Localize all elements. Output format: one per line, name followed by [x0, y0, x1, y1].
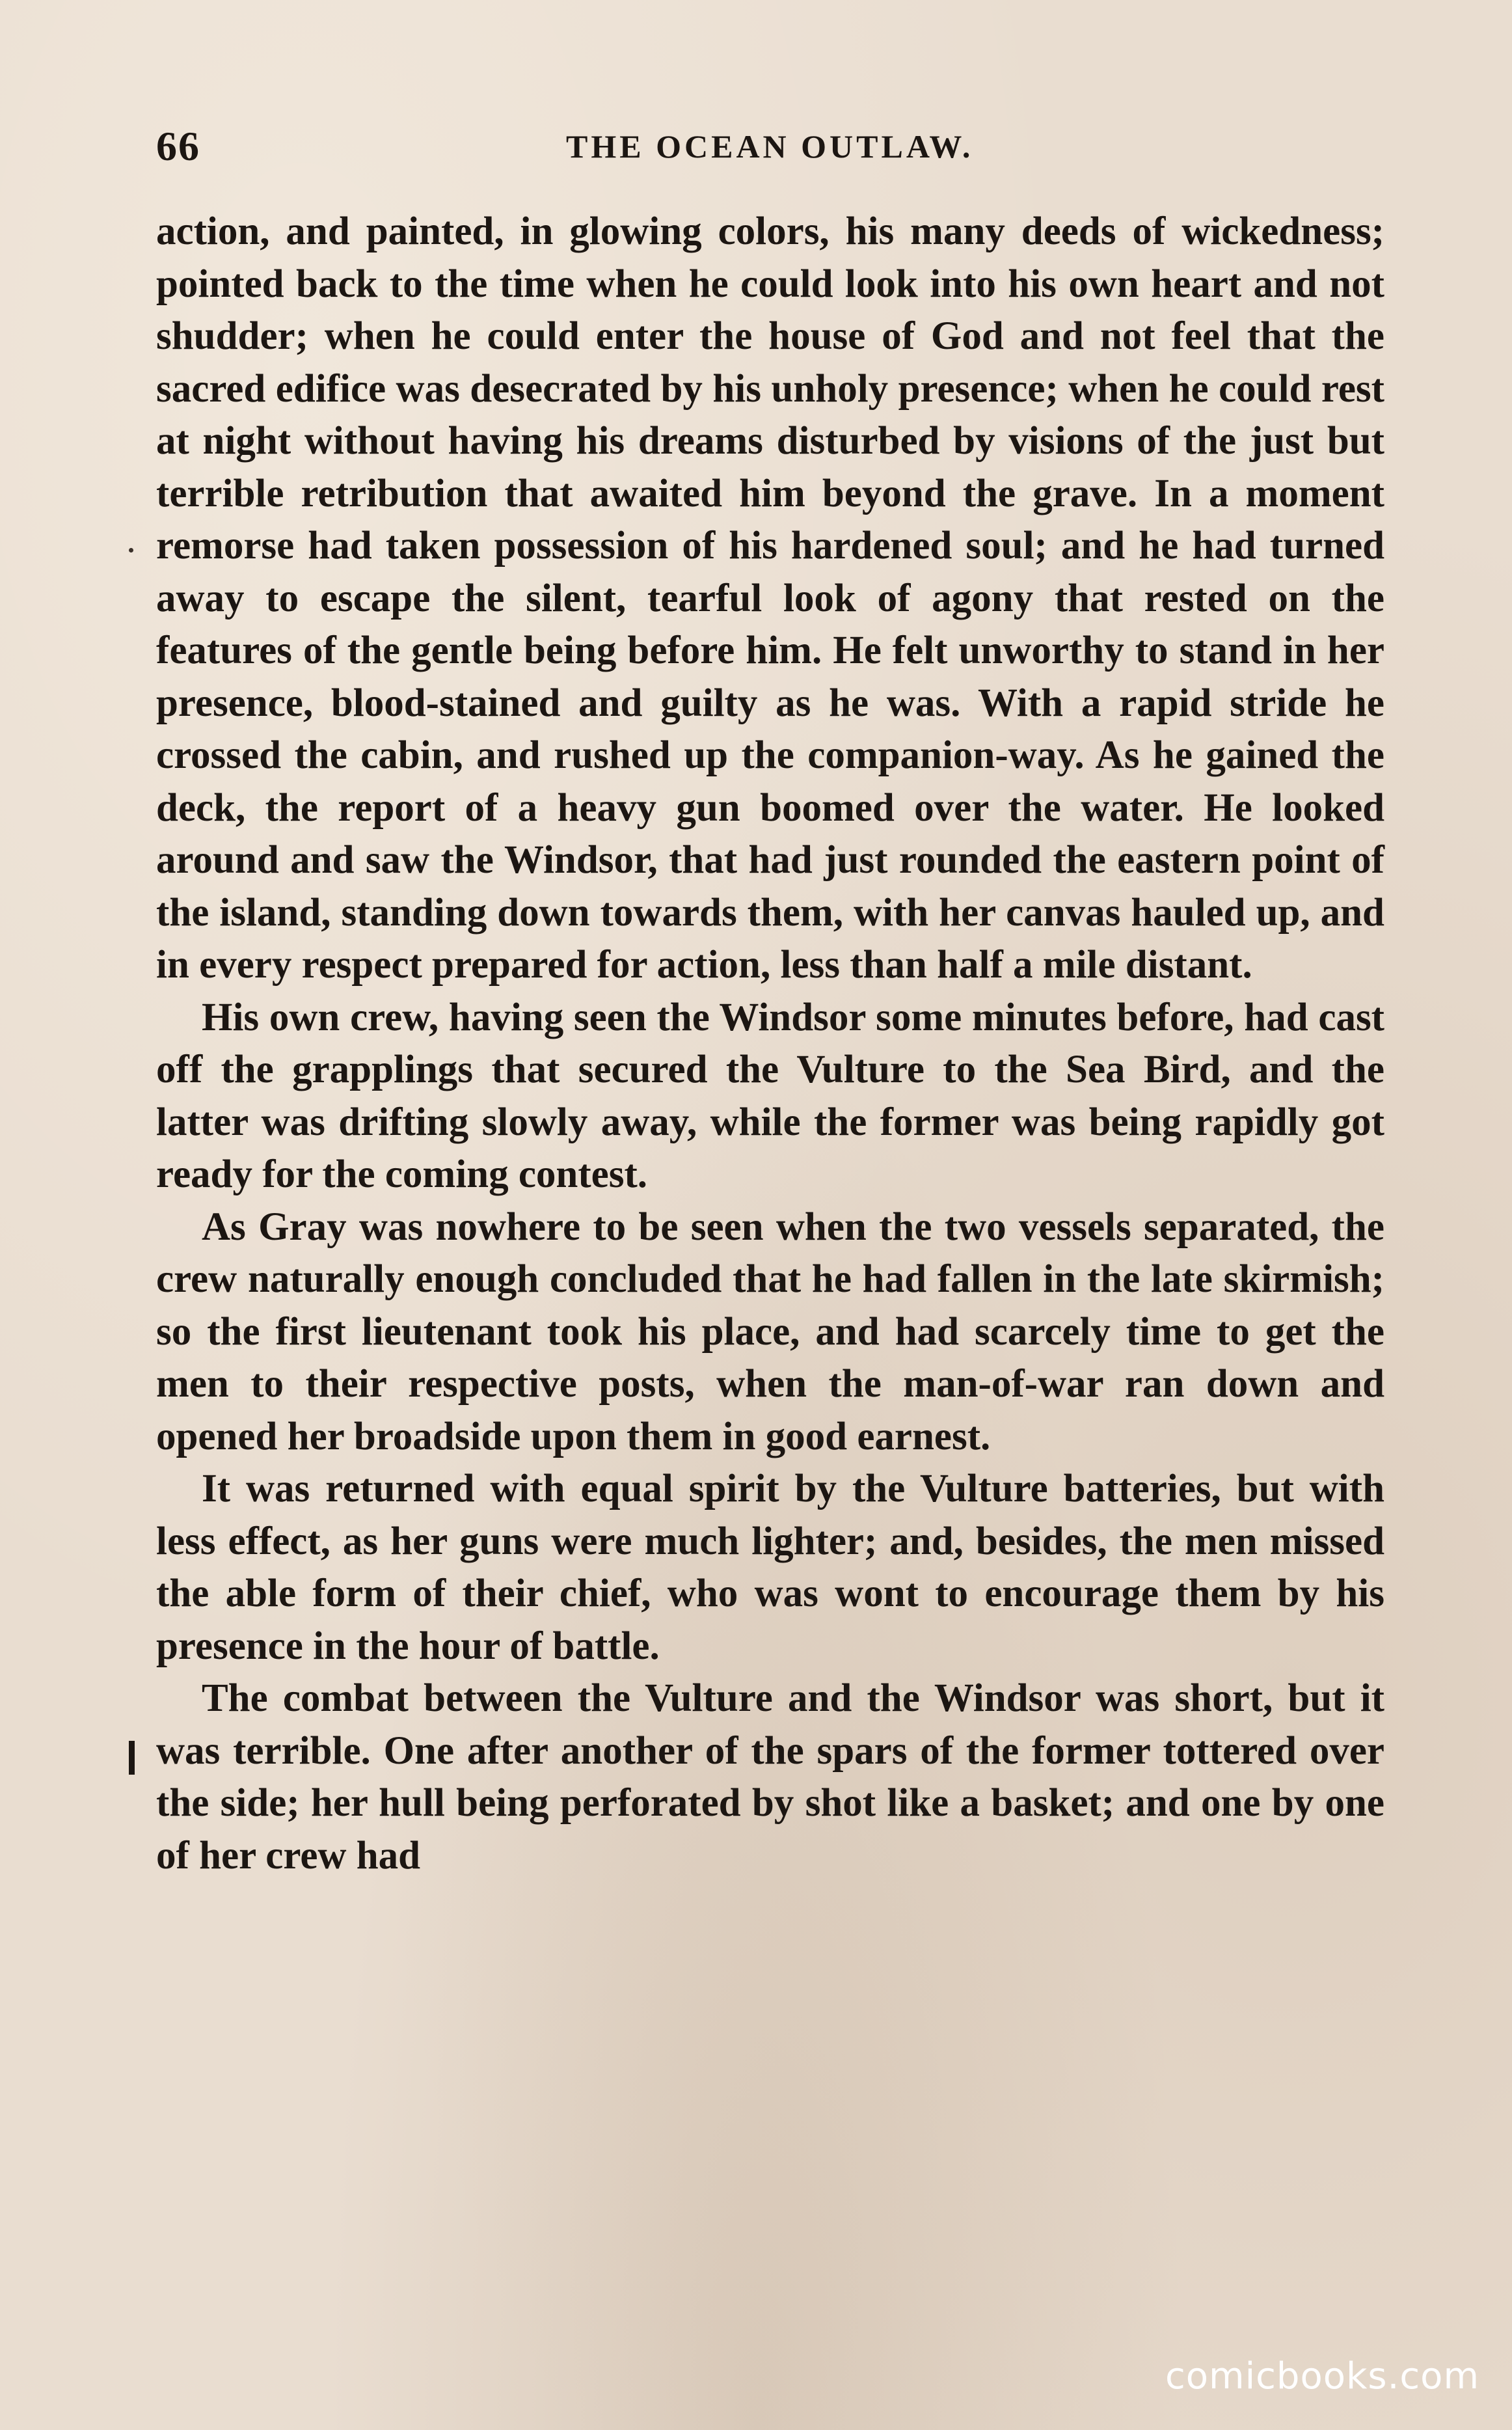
paragraph-4: It was returned with equal spirit by the Vulture batteries, but with less effect, as her guns were much lighter; and, besides, the men missed the able form of their chief, who was wont to encourage them by his presence in the hour of battle.	[156, 1467, 1384, 1668]
page-number: 66	[156, 123, 200, 169]
paragraph-1: action, and painted, in glowing colors, his many deeds of wickedness; pointed back to the time when he could look into his own heart and not shudder; when he could enter the house of God and not feel that the sacred edifice was desecrated by his unholy presence; when he could rest at night without having his dreams disturbed by visions of the just but terrible retribution that awaited him beyond the grave. In a moment remorse had taken possession of his hardened soul; and he had turned away to escape the silent, tearful look of agony that rested on the features of the gentle being before him. He felt unworthy to stand in her presence, blood-stained and guilty as he was. With a rapid stride he crossed the cabin, and rushed up the companion-way. As he gained the deck, the report of a heavy gun boomed over the water. He looked around and saw the Windsor, that had just rounded the eastern point of the island, standing down towards them, with her canvas hauled up, and in every respect prepared for action, less than half a mile distant.	[156, 210, 1384, 987]
paragraph-3: As Gray was nowhere to be seen when the two vessels separated, the crew naturally enough concluded that he had fallen in the late skirmish; so the first lieutenant took his place, and had scarcely time to get the men to their respective posts, when the man-of-war ran down and opened her broadside upon them in good earnest.	[156, 1205, 1384, 1458]
margin-dot	[129, 548, 133, 553]
paragraph-5: The combat between the Vulture and the Windsor was short, but it was terrible. One after another of the spars of the former tottered over the side; her hull being perforated by shot like a basket; and one by one of her crew had	[156, 1676, 1384, 1877]
page-header	[156, 122, 1379, 174]
watermark: comicbooks.com	[1165, 2355, 1479, 2397]
margin-mark	[129, 1741, 135, 1775]
running-title: THE OCEAN OUTLAW.	[566, 128, 974, 165]
paragraph-2: His own crew, having seen the Windsor some minutes before, had cast off the grapplings that secured the Vulture to the Sea Bird, and the latter was drifting slowly away, while the former was being rapidly got ready for the coming contest.	[156, 995, 1384, 1196]
body-text	[156, 206, 1384, 1882]
